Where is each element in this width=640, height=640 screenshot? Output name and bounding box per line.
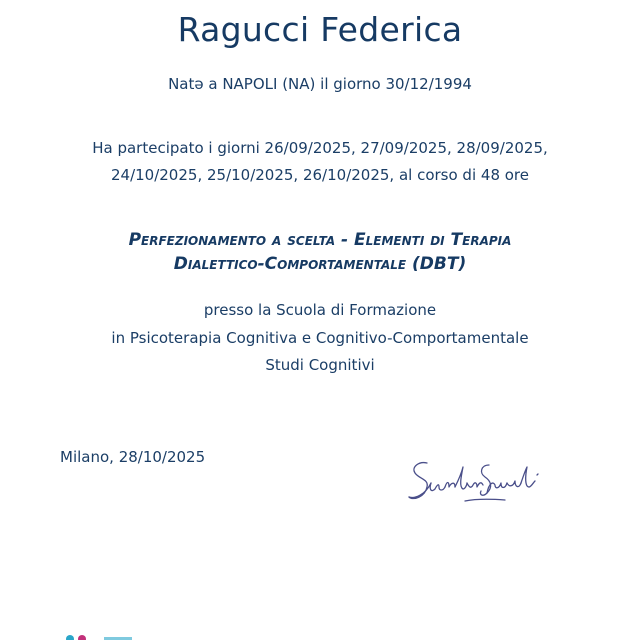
attendance-info <box>0 135 640 189</box>
course-title-line: Dialettico-Comportamentale (DBT) <box>173 254 467 274</box>
school-info <box>0 297 640 380</box>
signature <box>405 453 550 513</box>
attendance-line: 24/10/2025, 25/10/2025, 26/10/2025, al corso di 48 ore <box>110 166 529 184</box>
birth-info: Natə a NAPOLI (NA) il giorno 30/12/1994 <box>168 75 472 93</box>
school-line: in Psicoterapia Cognitiva e Cognitivo-Comportamentale <box>111 328 529 347</box>
course-title <box>0 228 640 276</box>
logo-dot <box>78 635 86 640</box>
school-logo <box>64 632 164 640</box>
place-date: Milano, 28/10/2025 <box>60 448 206 466</box>
logo-dot <box>66 635 74 640</box>
school-line: presso la Scuola di Formazione <box>203 301 437 319</box>
school-line: Studi Cognitivi <box>265 356 375 374</box>
course-title-line: Perfezionamento a scelta - Elementi di Terapia <box>128 230 512 250</box>
attendance-line: Ha partecipato i giorni 26/09/2025, 27/09/2025, 28/09/2025, <box>92 139 548 157</box>
recipient-name: Ragucci Federica <box>177 10 463 49</box>
